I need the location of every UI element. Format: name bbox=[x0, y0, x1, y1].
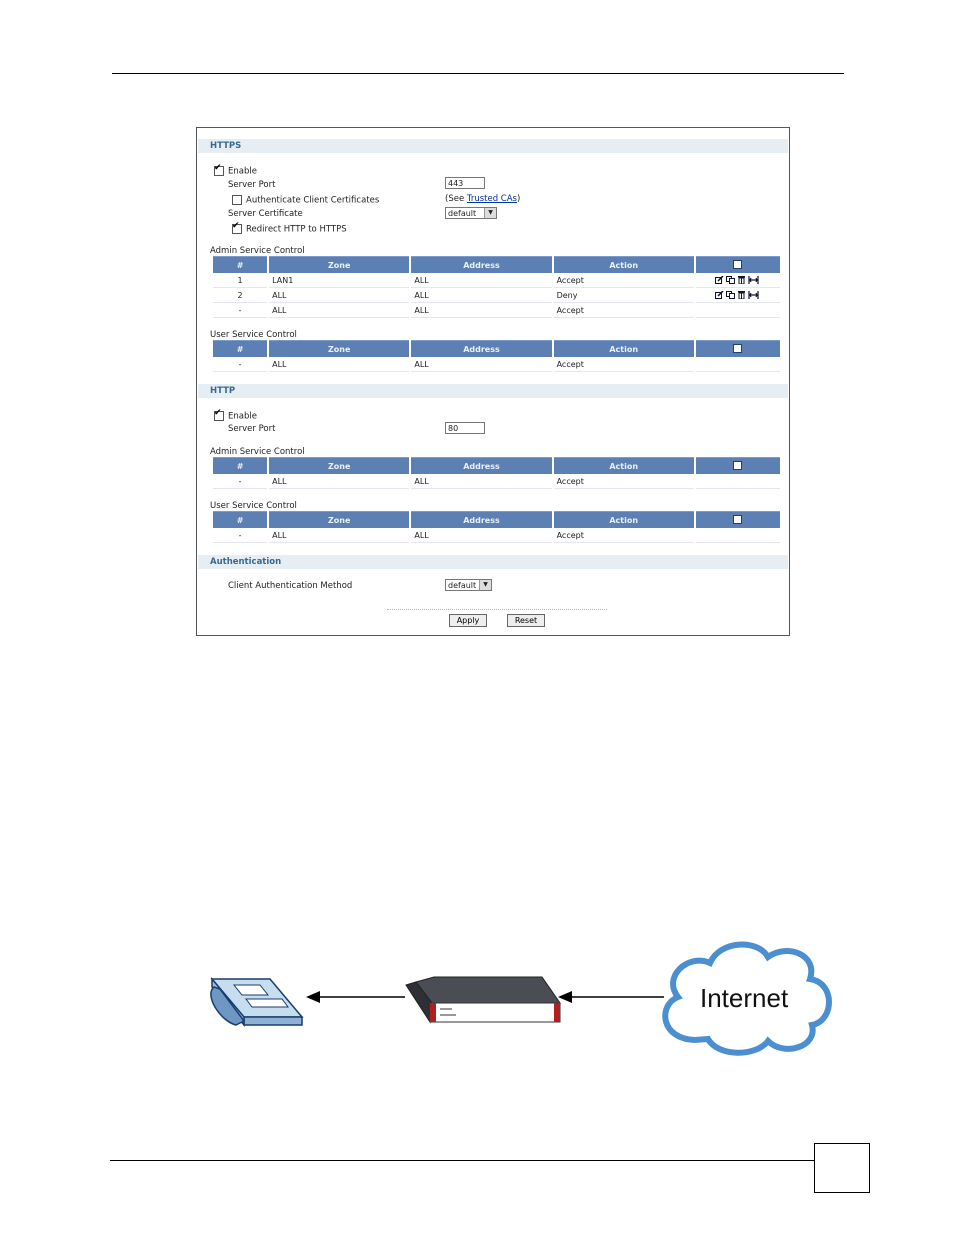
internet-label: Internet bbox=[700, 983, 789, 1013]
add-icon[interactable] bbox=[733, 461, 742, 470]
row-actions bbox=[696, 474, 780, 489]
trusted-cas-note bbox=[445, 194, 520, 204]
cell-num: 1 bbox=[213, 273, 267, 288]
http-port-label: Server Port bbox=[228, 424, 276, 434]
auth-method-label: Client Authentication Method bbox=[228, 581, 353, 591]
add-icon[interactable] bbox=[733, 515, 742, 524]
http-section-header: HTTP bbox=[198, 384, 788, 398]
col-num: # bbox=[213, 511, 267, 528]
http-admin-table bbox=[211, 457, 782, 489]
col-action: Action bbox=[554, 256, 694, 273]
see-prefix: (See bbox=[445, 194, 467, 204]
https-admin-label: Admin Service Control bbox=[210, 246, 305, 256]
add-column bbox=[696, 511, 780, 528]
cell-address: ALL bbox=[411, 303, 551, 318]
auth-method-value: default bbox=[448, 581, 477, 590]
col-address: Address bbox=[411, 457, 551, 474]
cell-action: Accept bbox=[554, 357, 694, 372]
move-icon[interactable] bbox=[748, 291, 759, 299]
cell-zone: ALL bbox=[269, 474, 409, 489]
redirect-row bbox=[232, 224, 347, 235]
cell-address: ALL bbox=[411, 288, 551, 303]
table-row bbox=[213, 357, 780, 372]
https-user-table bbox=[211, 340, 782, 372]
table-row bbox=[213, 528, 780, 543]
table-row bbox=[213, 273, 780, 288]
http-port-input[interactable]: 80 bbox=[445, 422, 485, 434]
https-enable-label: Enable bbox=[228, 166, 257, 177]
col-action: Action bbox=[554, 457, 694, 474]
table-row bbox=[213, 303, 780, 318]
apply-button[interactable]: Apply bbox=[449, 614, 487, 627]
cell-num: - bbox=[213, 303, 267, 318]
cell-num: - bbox=[213, 528, 267, 543]
cell-num: - bbox=[213, 357, 267, 372]
delete-icon[interactable] bbox=[737, 291, 746, 299]
reset-button[interactable]: Reset bbox=[507, 614, 545, 627]
http-enable-checkbox[interactable] bbox=[214, 411, 224, 421]
col-num: # bbox=[213, 457, 267, 474]
header-rule bbox=[112, 73, 844, 74]
https-admin-table bbox=[211, 256, 782, 318]
cell-action: Accept bbox=[554, 528, 694, 543]
cloud-icon bbox=[665, 945, 829, 1053]
https-enable-checkbox[interactable] bbox=[214, 166, 224, 176]
http-user-table bbox=[211, 511, 782, 543]
delete-icon[interactable] bbox=[737, 276, 746, 284]
cell-action: Accept bbox=[554, 303, 694, 318]
row-actions bbox=[696, 303, 780, 318]
add-column bbox=[696, 340, 780, 357]
arrow-head-right bbox=[558, 991, 572, 1003]
https-user-label: User Service Control bbox=[210, 330, 297, 340]
page-number-box bbox=[814, 1143, 870, 1193]
trusted-cas-link[interactable]: Trusted CAs bbox=[466, 194, 517, 204]
table-row bbox=[213, 288, 780, 303]
cell-zone: ALL bbox=[269, 288, 409, 303]
copy-icon[interactable] bbox=[726, 276, 735, 284]
cell-action: Accept bbox=[554, 273, 694, 288]
server-cert-select[interactable] bbox=[445, 207, 497, 219]
add-column bbox=[696, 457, 780, 474]
table-row bbox=[213, 474, 780, 489]
col-address: Address bbox=[411, 340, 551, 357]
https-port-label: Server Port bbox=[228, 180, 276, 190]
cell-num: 2 bbox=[213, 288, 267, 303]
col-zone: Zone bbox=[269, 511, 409, 528]
add-column bbox=[696, 256, 780, 273]
auth-client-certs-row bbox=[232, 195, 379, 206]
authentication-section-header: Authentication bbox=[198, 555, 788, 569]
cell-zone: ALL bbox=[269, 357, 409, 372]
cell-address: ALL bbox=[411, 528, 551, 543]
col-address: Address bbox=[411, 256, 551, 273]
server-cert-value: default bbox=[448, 209, 477, 218]
col-action: Action bbox=[554, 511, 694, 528]
edit-icon[interactable] bbox=[715, 291, 724, 299]
col-zone: Zone bbox=[269, 256, 409, 273]
row-actions bbox=[696, 288, 780, 303]
col-zone: Zone bbox=[269, 340, 409, 357]
cell-address: ALL bbox=[411, 474, 551, 489]
phone-icon bbox=[211, 979, 302, 1025]
cell-zone: ALL bbox=[269, 528, 409, 543]
auth-method-select[interactable] bbox=[445, 579, 492, 591]
row-actions bbox=[696, 528, 780, 543]
cell-action: Accept bbox=[554, 474, 694, 489]
cell-zone: ALL bbox=[269, 303, 409, 318]
cell-zone: LAN1 bbox=[269, 273, 409, 288]
add-icon[interactable] bbox=[733, 260, 742, 269]
https-port-input[interactable]: 443 bbox=[445, 177, 485, 189]
chevron-down-icon: ▼ bbox=[479, 580, 491, 590]
cell-address: ALL bbox=[411, 273, 551, 288]
move-icon[interactable] bbox=[748, 276, 759, 284]
http-user-label: User Service Control bbox=[210, 501, 297, 511]
cell-address: ALL bbox=[411, 357, 551, 372]
http-enable-label: Enable bbox=[228, 411, 257, 422]
col-address: Address bbox=[411, 511, 551, 528]
cell-num: - bbox=[213, 474, 267, 489]
arrow-head-left bbox=[306, 991, 320, 1003]
auth-client-certs-label: Authenticate Client Certificates bbox=[246, 195, 380, 206]
http-enable-row bbox=[214, 411, 257, 422]
col-num: # bbox=[213, 256, 267, 273]
add-icon[interactable] bbox=[733, 344, 742, 353]
row-actions bbox=[696, 357, 780, 372]
auth-client-certs-checkbox[interactable] bbox=[232, 195, 242, 205]
row-actions bbox=[696, 273, 780, 288]
device-icon bbox=[406, 977, 560, 1022]
https-enable-row bbox=[214, 166, 257, 177]
https-config-panel bbox=[196, 127, 790, 636]
redirect-checkbox[interactable] bbox=[232, 224, 242, 234]
chevron-down-icon: ▼ bbox=[484, 208, 496, 218]
redirect-label: Redirect HTTP to HTTPS bbox=[246, 224, 347, 235]
network-diagram bbox=[190, 935, 840, 1065]
http-admin-label: Admin Service Control bbox=[210, 447, 305, 457]
col-action: Action bbox=[554, 340, 694, 357]
col-zone: Zone bbox=[269, 457, 409, 474]
col-num: # bbox=[213, 340, 267, 357]
copy-icon[interactable] bbox=[726, 291, 735, 299]
https-section-header: HTTPS bbox=[198, 139, 788, 153]
footer-rule bbox=[110, 1160, 814, 1161]
edit-icon[interactable] bbox=[715, 276, 724, 284]
server-cert-label: Server Certificate bbox=[228, 209, 303, 219]
see-suffix: ) bbox=[516, 194, 521, 204]
cell-action: Deny bbox=[554, 288, 694, 303]
button-divider bbox=[387, 609, 607, 610]
